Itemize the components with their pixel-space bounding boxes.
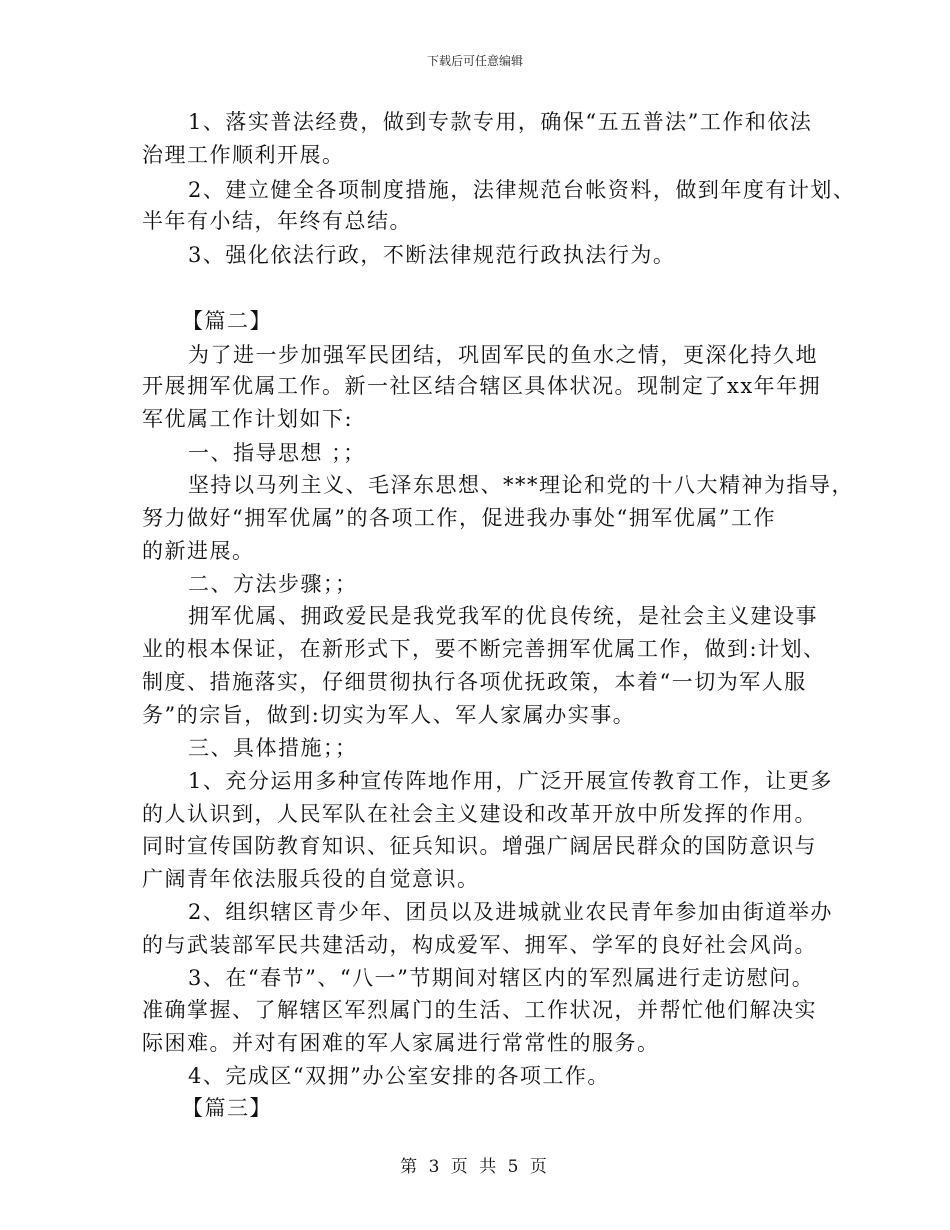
- text-line: 4、完成区“双拥”办公室安排的各项工作。: [188, 1064, 610, 1088]
- text-line: 坚持以马列主义、毛泽东思想、***理论和党的十八大精神为指导，: [188, 473, 854, 497]
- text-line: 一、指导思想 ；；: [188, 441, 366, 465]
- section-heading: 【篇三】: [182, 1096, 272, 1120]
- text-line: 3、在“春节”、“八一”节期间对辖区内的军烈属进行走访慰问。: [188, 966, 815, 990]
- text-line: 业的根本保证，在新形式下，要不断完善拥军优属工作，做到:计划、: [142, 637, 826, 661]
- text-line: 准确掌握、了解辖区军烈属门的生活、工作状况，并帮忙他们解决实: [142, 998, 817, 1022]
- text-line: 同时宣传国防教育知识、征兵知识。增强广阔居民群众的国防意识与: [142, 834, 817, 858]
- text-line: 2、建立健全各项制度措施，法律规范台帐资料，做到年度有计划、: [188, 178, 856, 202]
- text-line: 努力做好“拥军优属”的各项工作，促进我办事处“拥军优属”工作: [142, 506, 776, 530]
- text-line: 的与武装部军民共建活动，构成爱军、拥军、学军的良好社会风尚。: [142, 933, 817, 957]
- text-line: 制度、措施落实，仔细贯彻执行各项优抚政策，本着“一切为军人服: [142, 670, 807, 694]
- text-line: 二、方法步骤；；: [188, 572, 358, 596]
- text-line: 军优属工作计划如下:: [142, 407, 354, 431]
- text-line: 三、具体措施；；: [188, 736, 358, 760]
- text-line: 3、强化依法行政，不断法律规范行政执法行为。: [188, 243, 676, 267]
- download-note: 下载后可任意编辑: [426, 54, 523, 68]
- text-line: 1、充分运用多种宣传阵地作用，广泛开展宣传教育工作，让更多: [188, 769, 833, 793]
- section-heading: 【篇二】: [182, 309, 272, 333]
- text-line: 1、落实普法经费，做到专款专用，确保“五五普法”工作和依法: [188, 110, 813, 134]
- page-number: 第 3 页 共 5 页: [400, 1157, 550, 1177]
- text-line: 开展拥军优属工作。新一社区结合辖区具体状况。现制定了xx年年拥: [142, 374, 822, 398]
- text-line: 拥军优属、拥政爱民是我党我军的优良传统，是社会主义建设事: [188, 604, 818, 628]
- text-line: 务”的宗旨，做到:切实为军人、军人家属办实事。: [142, 703, 636, 727]
- text-line: 广阔青年依法服兵役的自觉意识。: [142, 867, 480, 891]
- text-line: 2、组织辖区青少年、团员以及进城就业农民青年参加由街道举办: [188, 900, 833, 924]
- text-line: 半年有小结，年终有总结。: [142, 209, 412, 233]
- text-line: 际困难。并对有困难的军人家属进行常常性的服务。: [142, 1031, 660, 1055]
- text-line: 治理工作顺利开展。: [142, 143, 345, 167]
- text-line: 的新进展。: [142, 539, 255, 563]
- text-line: 为了进一步加强军民团结，巩固军民的鱼水之情，更深化持久地: [188, 343, 818, 367]
- text-line: 的人认识到，人民军队在社会主义建设和改革开放中所发挥的作用。: [142, 802, 817, 826]
